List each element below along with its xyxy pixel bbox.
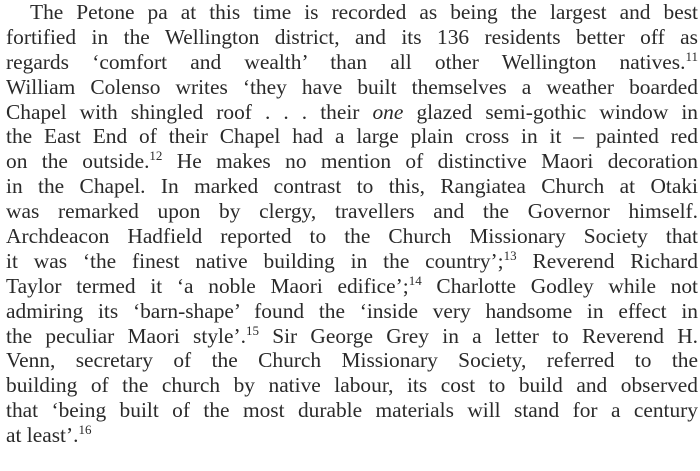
text-run: fortified in the Wellington district, and its 136 residents better off as <box>6 24 698 49</box>
text-run: at least’. <box>6 423 79 448</box>
text-run: The Petone pa at this time is recorded as being the largest and best <box>30 0 698 24</box>
text-run: building of the church by native labour, its cost to build and observed <box>6 373 698 398</box>
text-line <box>6 398 698 423</box>
text-line <box>6 75 698 100</box>
footnote-marker: 13 <box>503 247 517 263</box>
text-run: Chapel with shingled roof . . . their <box>6 99 373 124</box>
text-run: William Colenso writes ‘they have built themselves a weather boarded <box>6 74 698 99</box>
text-line <box>6 299 698 324</box>
text-run: regards ‘comfort and wealth’ than all other Wellington natives. <box>6 49 686 74</box>
text-run: Taylor termed it ‘a noble Maori edifice’; <box>6 273 409 298</box>
text-line <box>6 124 698 149</box>
text-run: on the outside. <box>6 149 150 174</box>
text-run: the peculiar Maori style’. <box>6 323 246 348</box>
text-line <box>6 373 698 398</box>
text-run: Archdeacon Hadfield reported to the Church Missionary Society that <box>6 224 698 249</box>
text-line <box>6 0 698 25</box>
text-run: was remarked upon by clergy, travellers and the Governor himself. <box>6 199 698 224</box>
text-run: glazed semi-gothic window in <box>403 99 698 124</box>
text-run: it was ‘the finest native building in the country’; <box>6 248 504 273</box>
emphasis: one <box>372 99 404 124</box>
footnote-marker: 15 <box>245 322 259 338</box>
text-run: that ‘being built of the most durable materials will stand for a century <box>6 398 698 423</box>
text-line <box>6 174 698 199</box>
text-line <box>6 348 698 373</box>
text-line <box>6 224 698 249</box>
text-run: the East End of their Chapel had a large plain cross in it – painted red <box>6 124 698 149</box>
footnote-marker: 14 <box>408 272 422 288</box>
text-run: Venn, secretary of the Church Missionary Society, referred to the <box>6 348 698 373</box>
text-line <box>6 199 698 224</box>
text-line <box>6 324 698 349</box>
text-run: admiring its ‘barn-shape’ found the ‘inside very handsome in effect in <box>6 298 698 323</box>
body-paragraph <box>6 0 698 448</box>
text-run: He makes no mention of distinctive Maori decoration <box>162 149 698 174</box>
text-line <box>6 423 698 448</box>
text-line <box>6 25 698 50</box>
footnote-marker: 16 <box>78 422 92 438</box>
text-line <box>6 249 698 274</box>
footnote-marker: 11 <box>685 48 698 64</box>
text-run: in the Chapel. In marked contrast to this, Rangiatea Church at Otaki <box>6 174 698 199</box>
footnote-marker: 12 <box>149 148 163 164</box>
text-line <box>6 100 698 125</box>
text-run: Reverend Richard <box>516 248 698 273</box>
text-line <box>6 274 698 299</box>
text-run: Sir George Grey in a letter to Reverend H. <box>258 323 698 348</box>
text-run: Charlotte Godley while not <box>421 273 698 298</box>
document-page <box>6 0 698 448</box>
text-line <box>6 50 698 75</box>
text-line <box>6 149 698 174</box>
